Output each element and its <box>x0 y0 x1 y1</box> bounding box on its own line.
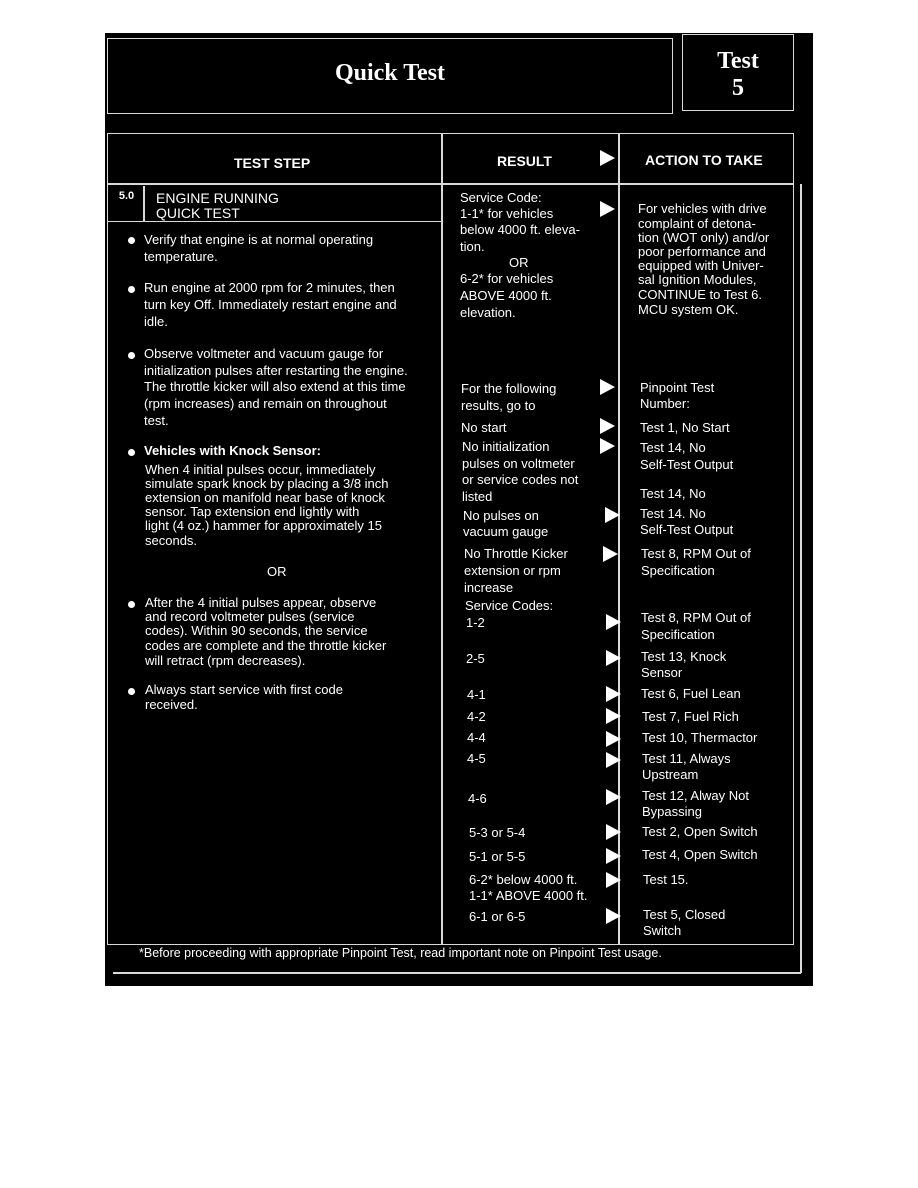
result-code-25: 2-5 <box>466 651 485 666</box>
action-code-46-2: Bypassing <box>642 804 702 819</box>
result-code-61: 6-1 or 6-5 <box>469 909 526 924</box>
step-bullet-5-line-3: codes). Within 90 seconds, the service <box>145 623 368 638</box>
bullet-icon <box>128 352 135 359</box>
arrow-icon <box>606 731 621 747</box>
arrow-icon <box>606 752 621 768</box>
action-code-25-2: Sensor <box>641 665 683 680</box>
action-kicker-1: Test 8, RPM Out of <box>641 546 751 561</box>
arrow-icon <box>606 614 621 630</box>
step-bullet-3-line-5: test. <box>144 413 169 428</box>
action-pinpoint-1: Pinpoint Test <box>640 380 715 395</box>
column-divider-1 <box>441 133 443 945</box>
step-bullet-6-line-1: Always start service with first code <box>145 682 343 697</box>
step-bullet-2-line-2: turn key Off. Immediately restart engine and <box>144 297 397 312</box>
arrow-icon <box>600 438 615 454</box>
test-number-label <box>682 48 794 102</box>
action-code-42: Test 7, Fuel Rich <box>642 709 739 724</box>
result-no-init-3: or service codes not <box>462 472 579 487</box>
result-following-1: For the following <box>461 381 557 396</box>
action-code-44: Test 10, Thermactor <box>642 730 758 745</box>
result-or: OR <box>509 255 529 270</box>
result-service-code-2: 1-1* for vehicles <box>460 206 554 221</box>
action-code-46-1: Test 12, Alway Not <box>642 788 749 803</box>
column-header-action: ACTION TO TAKE <box>645 152 763 168</box>
action-code-53: Test 2, Open Switch <box>642 824 758 839</box>
step-bullet-3-line-3: The throttle kicker will also extend at this time <box>144 379 406 394</box>
bullet-icon <box>128 449 135 456</box>
action-code-45-2: Upstream <box>642 767 699 782</box>
action-no-pulses-2: Self-Test Output <box>640 522 734 537</box>
action-code-62: Test 15. <box>643 872 689 887</box>
action-no-pulses-1: Test 14. No <box>640 506 706 521</box>
column-header-step: TEST STEP <box>234 155 311 171</box>
action-code-12-1: Test 8, RPM Out of <box>641 610 751 625</box>
step-title-2: QUICK TEST <box>156 205 240 221</box>
step-bullet-4-line-6: seconds. <box>145 533 198 548</box>
header-divider <box>107 183 794 185</box>
arrow-icon <box>606 872 621 888</box>
test-number: 5 <box>732 75 744 101</box>
action-no-init-1: Test 14, No <box>640 440 706 455</box>
step-bullet-1-line-1: Verify that engine is at normal operating <box>144 232 374 247</box>
result-code-62-2: 1-1* ABOVE 4000 ft. <box>469 888 588 903</box>
result-code-45: 4-5 <box>467 751 486 766</box>
action-code-61-2: Switch <box>643 923 682 938</box>
action-code-12-2: Specification <box>641 627 715 642</box>
action-drive-7: CONTINUE to Test 6. <box>638 287 763 302</box>
result-service-codes-label: Service Codes: <box>465 598 554 613</box>
bullet-icon <box>128 286 135 293</box>
bullet-icon <box>128 601 135 608</box>
action-drive-5: equipped with Univer- <box>638 258 764 273</box>
knock-sensor-heading: Vehicles with Knock Sensor: <box>144 443 321 458</box>
step-bullet-5-line-1: After the 4 initial pulses appear, observe <box>145 595 377 610</box>
action-no-init-2: Self-Test Output <box>640 457 734 472</box>
action-code-61-1: Test 5, Closed <box>643 907 726 922</box>
result-no-start: No start <box>461 420 507 435</box>
arrow-icon <box>606 908 621 924</box>
action-code-45-1: Test 11, Always <box>642 751 731 766</box>
step-or: OR <box>267 564 287 579</box>
step-bullet-6-line-2: received. <box>145 697 198 712</box>
arrow-icon <box>600 201 615 217</box>
step-bullet-2-line-3: idle. <box>144 314 168 329</box>
arrow-icon <box>606 650 621 666</box>
bullet-icon <box>128 688 135 695</box>
step-bullet-5-line-5: will retract (rpm decreases). <box>145 653 306 668</box>
result-no-init-1: No initialization <box>462 439 550 454</box>
action-pinpoint-2: Number: <box>640 396 690 411</box>
bullet-icon <box>128 237 135 244</box>
test-label: Test <box>717 48 759 74</box>
result-code-62-1: 6-2* below 4000 ft. <box>469 872 578 887</box>
arrow-icon <box>606 708 621 724</box>
result-code-41: 4-1 <box>467 687 486 702</box>
result-service-code-4: tion. <box>460 239 485 254</box>
result-service-code-5: 6-2* for vehicles <box>460 271 554 286</box>
step-bullet-3-line-4: (rpm increases) and remain on throughout <box>144 396 387 411</box>
action-kicker-2: Specification <box>641 563 715 578</box>
arrow-icon <box>606 686 621 702</box>
outer-border-bottom <box>113 972 801 974</box>
result-code-44: 4-4 <box>467 730 486 745</box>
action-drive-3: tion (WOT only) and/or <box>638 230 770 245</box>
result-code-12: 1-2 <box>466 615 485 630</box>
step-bullet-4-line-2: simulate spark knock by placing a 3/8 inch <box>145 476 389 491</box>
arrow-icon <box>606 789 621 805</box>
action-drive-4: poor performance and <box>638 244 766 259</box>
step-bullet-4-line-3: extension on manifold near base of knock <box>145 490 385 505</box>
page-title: Quick Test <box>334 60 446 86</box>
action-code-51: Test 4, Open Switch <box>642 847 758 862</box>
step-bullet-5-line-2: and record voltmeter pulses (service <box>145 609 355 624</box>
result-no-init-4: listed <box>462 489 493 504</box>
result-service-code-6: ABOVE 4000 ft. <box>460 288 552 303</box>
arrow-icon <box>606 824 621 840</box>
result-no-pulses-2: vacuum gauge <box>463 524 549 539</box>
arrow-icon <box>605 507 620 523</box>
column-header-result: RESULT <box>497 153 552 169</box>
result-service-code-1: Service Code: <box>460 190 542 205</box>
step-bullet-4-line-5: light (4 oz.) hammer for approximately 15 <box>145 518 382 533</box>
arrow-icon <box>600 379 615 395</box>
result-no-kicker-1: No Throttle Kicker <box>464 546 568 561</box>
step-bullet-2-line-1: Run engine at 2000 rpm for 2 minutes, then <box>144 280 395 295</box>
result-code-51: 5-1 or 5-5 <box>469 849 526 864</box>
result-no-pulses-1: No pulses on <box>463 508 539 523</box>
arrow-icon <box>606 848 621 864</box>
action-drive-6: sal Ignition Modules, <box>638 272 757 287</box>
result-code-46: 4-6 <box>468 791 487 806</box>
action-code-25-1: Test 13, Knock <box>641 649 727 664</box>
result-no-kicker-3: increase <box>464 580 514 595</box>
footnote: *Before proceeding with appropriate Pinpoint Test, read important note on Pinpoint Test usage. <box>139 945 666 961</box>
step-bullet-3-line-1: Observe voltmeter and vacuum gauge for <box>144 346 384 361</box>
step-bullet-4-line-1: When 4 initial pulses occur, immediately <box>145 462 376 477</box>
result-following-2: results, go to <box>461 398 536 413</box>
result-no-init-2: pulses on voltmeter <box>462 456 575 471</box>
action-drive-1: For vehicles with drive <box>638 201 767 216</box>
step-title-1: ENGINE RUNNING <box>156 190 279 206</box>
result-service-code-3: below 4000 ft. eleva- <box>460 222 580 237</box>
step-number: 5.0 <box>110 186 143 206</box>
outer-border-right <box>800 184 802 973</box>
step-bullet-1-line-2: temperature. <box>144 249 218 264</box>
arrow-icon <box>600 418 615 434</box>
action-no-start: Test 1, No Start <box>640 420 730 435</box>
action-code-41: Test 6, Fuel Lean <box>641 686 741 701</box>
step-bullet-3-line-2: initialization pulses after restarting the engine. <box>144 363 408 378</box>
result-service-code-7: elevation. <box>460 305 516 320</box>
arrow-icon <box>603 546 618 562</box>
action-no-init-3: Test 14, No <box>640 486 706 501</box>
result-no-kicker-2: extension or rpm <box>464 563 561 578</box>
step-number-divider <box>143 186 145 222</box>
step-bullet-5-line-4: codes are complete and the throttle kicker <box>145 638 387 653</box>
action-drive-8: MCU system OK. <box>638 302 739 317</box>
result-code-42: 4-2 <box>467 709 486 724</box>
step-bullet-4-line-4: sensor. Tap extension end lightly with <box>145 504 360 519</box>
result-code-53: 5-3 or 5-4 <box>469 825 526 840</box>
action-drive-2: complaint of detona- <box>638 216 756 231</box>
arrow-icon <box>600 150 615 166</box>
